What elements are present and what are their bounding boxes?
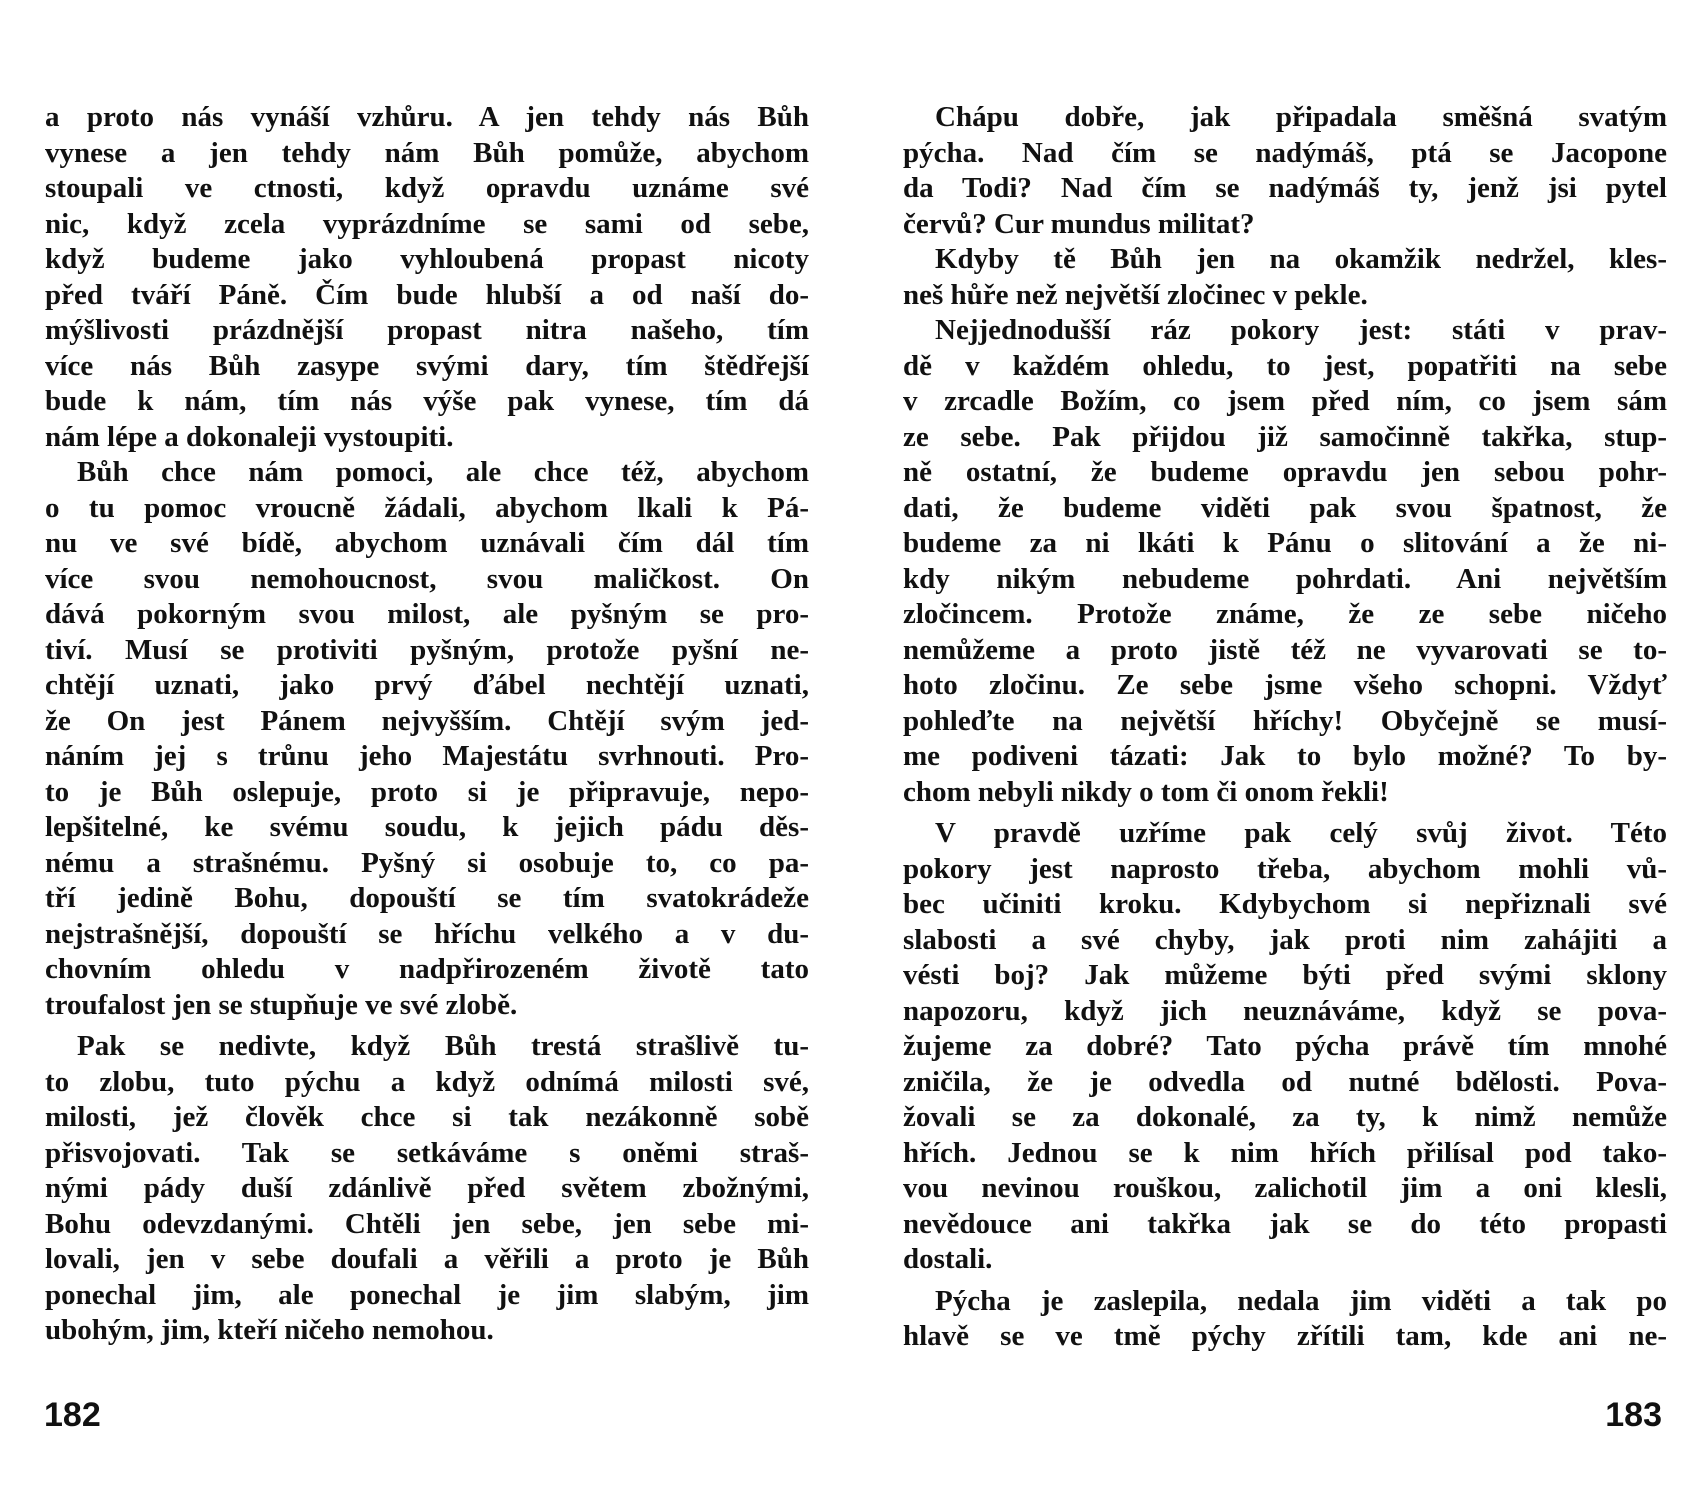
- text-line: kdy nikým nebudeme pohrdati. Ani největším: [903, 562, 1667, 595]
- paragraph-start-line: Kdyby tě Bůh jen na okamžik nedržel, kles-: [935, 243, 1667, 275]
- text-line: pohleďte na největší hříchy! Obyčejně se musí-: [903, 704, 1667, 737]
- text-line: chom nebyli nikdy o tom či onom řekli!: [903, 775, 1389, 808]
- text-line: nému a strašnému. Pyšný si osobuje to, co pa-: [45, 846, 809, 879]
- text-line: ze sebe. Pak přijdou již samočinně takřka, stup-: [903, 420, 1667, 453]
- text-line: dě v každém ohledu, to jest, popatřiti na sebe: [903, 349, 1667, 382]
- text-line: zničila, že je odvedla od nutné bdělosti. Pova-: [903, 1065, 1667, 1098]
- text-line: chtějí uznati, jako prvý ďábel nechtějí uznati,: [45, 669, 809, 701]
- right-page-text: [903, 100, 1667, 1355]
- text-line: lovali, jen v sebe doufali a věřili a proto je Bůh: [45, 1243, 809, 1275]
- text-line: napozoru, když jich neuznáváme, když se pova-: [903, 994, 1667, 1027]
- paragraph-start-line: Bůh chce nám pomoci, ale chce též, abychom: [77, 456, 809, 488]
- text-line: nic, když zcela vyprázdníme se sami od sebe,: [45, 207, 809, 240]
- text-line: pýcha. Nad čím se nadýmáš, ptá se Jacopone: [903, 136, 1667, 169]
- text-line: dati, že budeme viděti pak svou špatnost, že: [903, 491, 1667, 524]
- text-line: lepšitelné, ke svému soudu, k jejich pádu děs-: [45, 811, 809, 843]
- text-line: pokory jest naprosto třeba, abychom mohli vů-: [903, 852, 1667, 885]
- text-line: více svou nemohoucnost, svou maličkost. On: [45, 562, 809, 595]
- text-line: když budeme jako vyhloubená propast nicoty: [45, 243, 809, 275]
- paragraph-start-line: V pravdě uzříme pak celý svůj život. Této: [935, 817, 1667, 849]
- text-line: nými pády duší zdánlivě před světem zbožnými,: [45, 1172, 809, 1204]
- text-line: nu ve své bídě, abychom uznávali čím dál tím: [45, 527, 809, 559]
- text-line: bude k nám, tím nás výše pak vynese, tím dá: [45, 385, 809, 417]
- text-line: da Todi? Nad čím se nadýmáš ty, jenž jsi pytel: [903, 172, 1667, 204]
- text-line: přisvojovati. Tak se setkáváme s oněmi straš-: [45, 1136, 809, 1169]
- text-line: mýšlivosti prázdnější propast nitra našeho, tím: [45, 314, 809, 346]
- paragraph-start-line: Nejjednodušší ráz pokory jest: státi v prav-: [935, 314, 1667, 346]
- text-line: v zrcadle Božím, co jsem před ním, co jsem sám: [903, 385, 1667, 417]
- text-line: před tváří Páně. Čím bude hlubší a od naší do-: [45, 278, 809, 311]
- text-line: náním jej s trůnu jeho Majestátu svrhnouti. Pro-: [45, 740, 809, 772]
- text-line: zločincem. Protože známe, že ze sebe ničeho: [903, 598, 1667, 630]
- text-line: žujeme za dobré? Tato pýcha právě tím mnohé: [903, 1030, 1667, 1062]
- text-line: to zlobu, tuto pýchu a když odnímá milosti své,: [45, 1065, 809, 1098]
- text-line: stoupali ve ctnosti, když opravdu uznáme své: [45, 172, 809, 204]
- left-page-text: [45, 100, 809, 1349]
- text-line: a proto nás vynáší vzhůru. A jen tehdy nás Bůh: [45, 101, 809, 133]
- text-line: hlavě se ve tmě pýchy zřítili tam, kde ani ne-: [903, 1320, 1667, 1352]
- page-number-right: 183: [1605, 1396, 1662, 1434]
- text-line: tiví. Musí se protiviti pyšným, protože pyšní ne-: [45, 633, 809, 666]
- text-line: vou nevinou rouškou, zalichotil jim a oni klesli,: [903, 1172, 1667, 1204]
- text-line: neš hůře než největší zločinec v pekle.: [903, 278, 1368, 311]
- text-line: nám lépe a dokonaleji vystoupiti.: [45, 420, 454, 453]
- text-line: červů? Cur mundus militat?: [903, 207, 1255, 240]
- text-line: nejstrašnější, dopouští se hříchu velkého a v du-: [45, 917, 809, 950]
- text-line: bec učiniti kroku. Kdybychom si nepřiznali své: [903, 888, 1667, 920]
- text-line: to je Bůh oslepuje, proto si je připravuje, nepo-: [45, 775, 809, 808]
- text-line: o tu pomoc vroucně žádali, abychom lkali k Pá-: [45, 491, 809, 524]
- paragraph-start-line: Pak se nedivte, když Bůh trestá strašlivě tu-: [77, 1030, 809, 1062]
- text-line: dává pokorným svou milost, ale pyšným se pro-: [45, 598, 809, 630]
- text-line: vynese a jen tehdy nám Bůh pomůže, abychom: [45, 136, 809, 169]
- text-line: chovním ohledu v nadpřirozeném životě tato: [45, 953, 809, 985]
- text-line: tří jedině Bohu, dopouští se tím svatokrádeže: [45, 882, 809, 914]
- text-line: slabosti a své chyby, jak proti nim zahájiti a: [903, 923, 1667, 956]
- page-number-left: 182: [44, 1396, 101, 1434]
- text-line: troufalost jen se stupňuje ve své zlobě.: [45, 988, 518, 1021]
- text-line: budeme za ni lkáti k Pánu o slitování a že ni-: [903, 527, 1667, 559]
- text-line: hřích. Jednou se k nim hřích přilísal pod tako-: [903, 1136, 1667, 1169]
- text-line: nemůžeme a proto jistě též ne vyvarovati se to-: [903, 633, 1667, 666]
- text-line: více nás Bůh zasype svými dary, tím štědřejší: [45, 349, 809, 382]
- text-line: dostali.: [903, 1243, 993, 1275]
- text-line: ubohým, jim, kteří ničeho nemohou.: [45, 1314, 494, 1346]
- text-line: Bohu odevzdanými. Chtěli jen sebe, jen sebe mi-: [45, 1207, 809, 1240]
- text-line: ně ostatní, že budeme opravdu jen sebou pohr-: [903, 456, 1667, 488]
- text-line: vésti boj? Jak můžeme býti před svými sklony: [903, 959, 1667, 991]
- text-line: hoto zločinu. Ze sebe jsme všeho schopni. Vždyť: [903, 669, 1667, 701]
- paragraph-start-line: Chápu dobře, jak připadala směšná svatým: [935, 101, 1667, 133]
- text-line: me podiveni tázati: Jak to bylo možné? To by-: [903, 740, 1667, 772]
- text-line: nevědouce ani takřka jak se do této propasti: [903, 1207, 1667, 1240]
- text-line: milosti, jež člověk chce si tak nezákonně sobě: [45, 1101, 809, 1133]
- text-line: žovali se za dokonalé, za ty, k nimž nemůže: [903, 1101, 1667, 1133]
- paragraph-start-line: Pýcha je zaslepila, nedala jim viděti a tak po: [935, 1284, 1667, 1317]
- right-page: [851, 0, 1702, 1500]
- text-line: že On jest Pánem nejvyšším. Chtějí svým jed-: [45, 704, 809, 737]
- text-line: ponechal jim, ale ponechal je jim slabým, jim: [45, 1278, 809, 1311]
